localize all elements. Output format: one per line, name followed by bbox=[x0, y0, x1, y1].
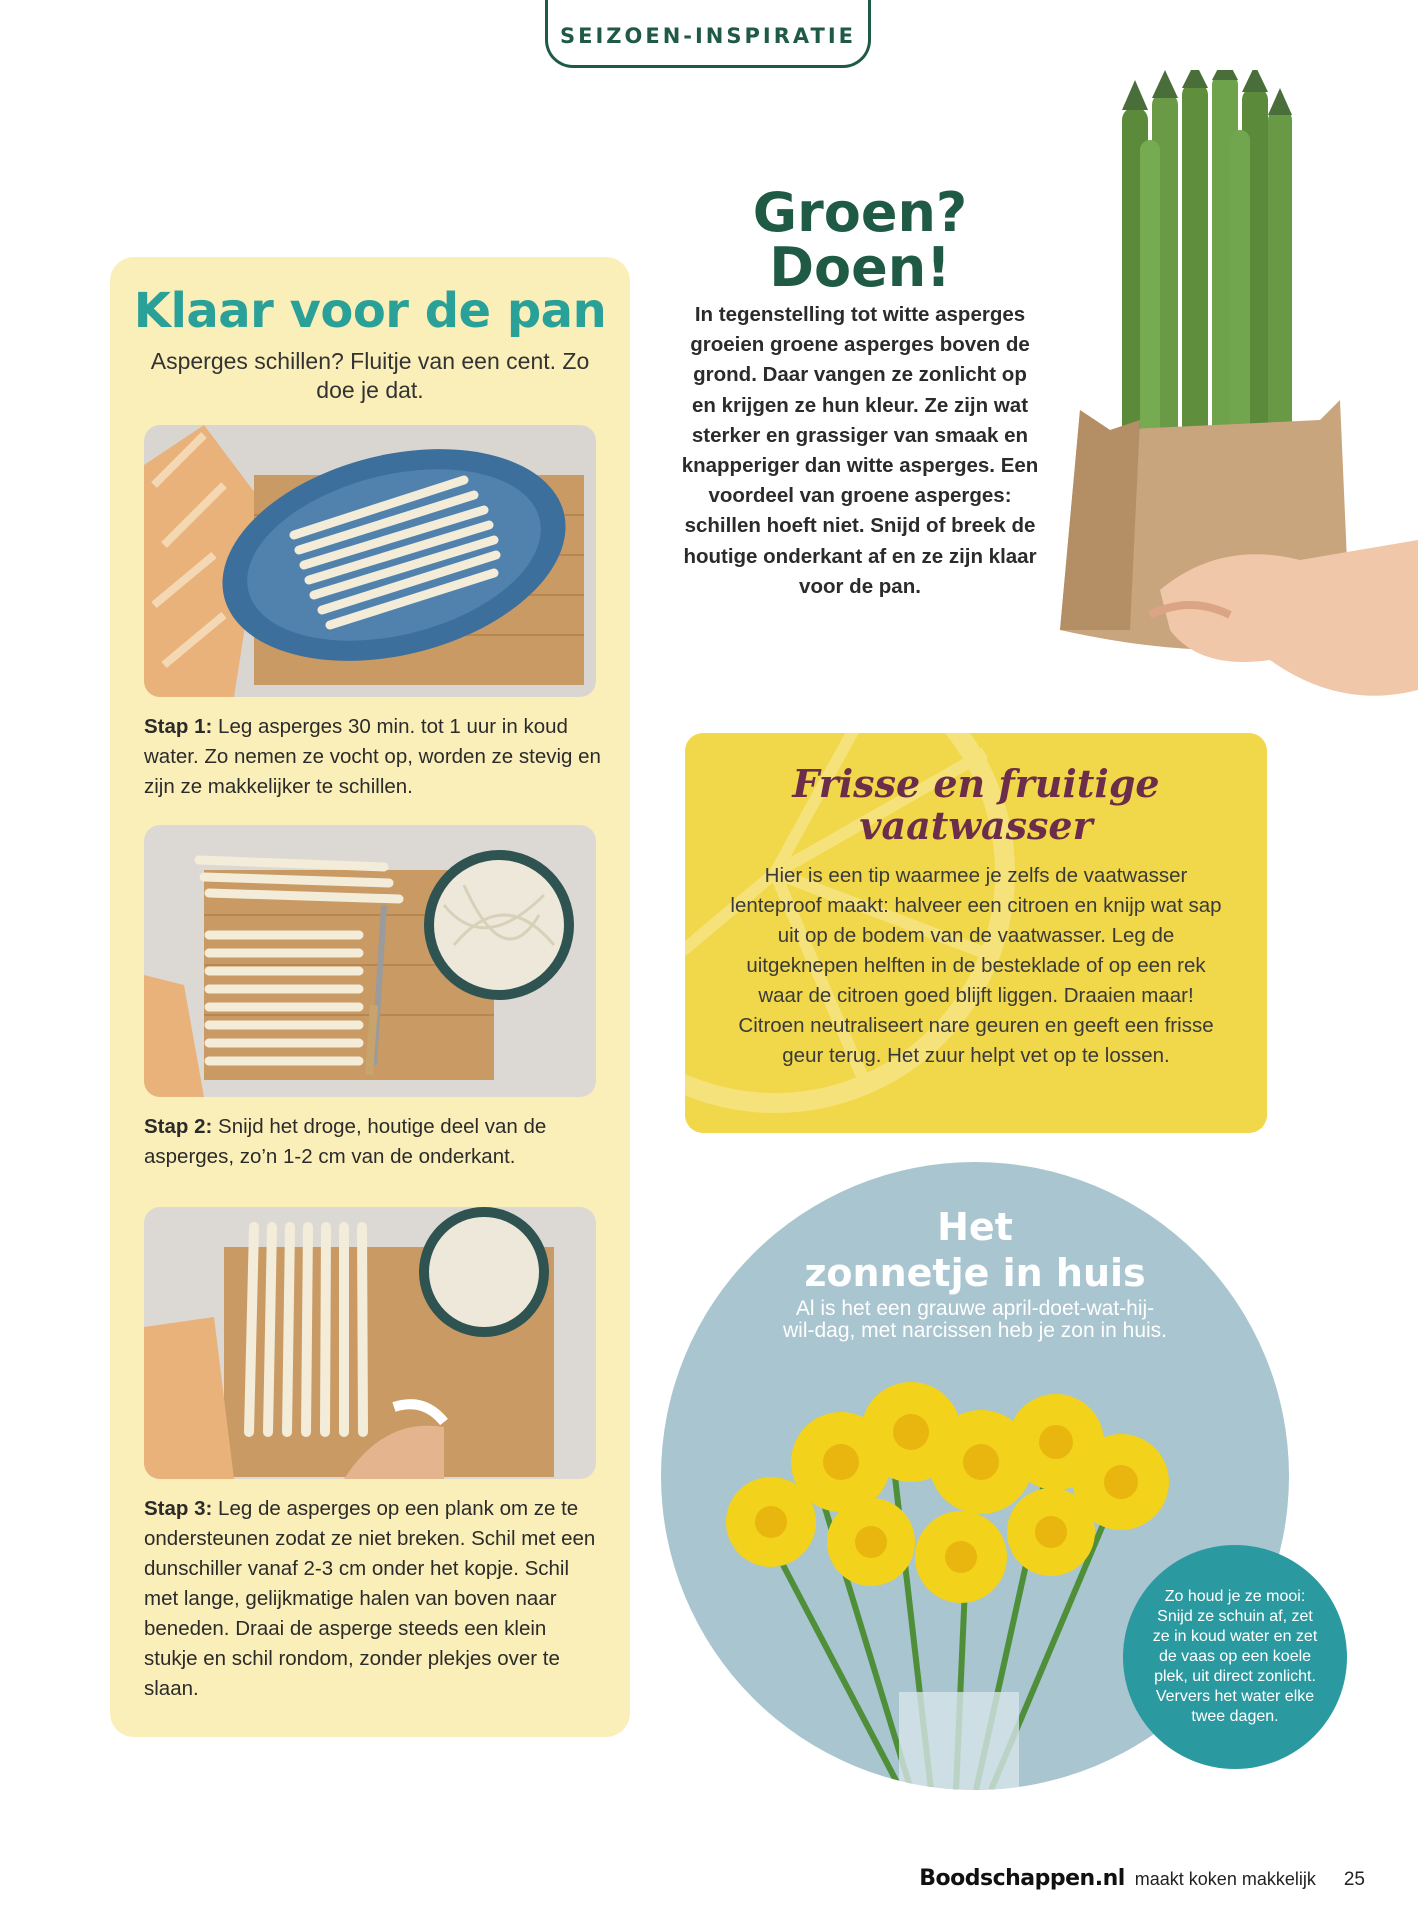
step2-body: Snijd het droge, houtige deel van de asperges, zo’n 1-2 cm van de onderkant. bbox=[144, 1115, 547, 1168]
dishwasher-tip-body: Hier is een tip waarmee je zelfs de vaatwasser lenteproof maakt: halveer een citroen en knijp wat sap uit op de bodem van de vaatwasser. Leg de uitgeknepen helften in de besteklade of op een rek waar de citroen goed blijft liggen. Draaien maar! Citroen neutraliseert nare geuren en geeft een frisse geur terug. Het zuur helpt vet op te lossen. bbox=[730, 864, 1222, 1067]
daffodil-title-line2: zonnetje in huis bbox=[804, 1251, 1146, 1295]
step3-label: Stap 3: bbox=[144, 1497, 213, 1520]
dishwasher-tip-title bbox=[685, 763, 1267, 847]
step3-body: Leg de asperges op een plank om ze te ondersteunen zodat ze niet breken. Schil met een dunschiller vanaf 2-3 cm onder het kopje. Schil met lange, gelijkmatige halen van boven naar beneden. Draai de asperge steeds een klein stukje en schil rondom, zonder plekjes over te slaan. bbox=[144, 1497, 596, 1700]
dishwasher-tip-title-line1: Frisse en fruitige bbox=[792, 761, 1160, 806]
daffodil-title bbox=[661, 1204, 1289, 1296]
dishwasher-tip-box bbox=[685, 733, 1267, 1133]
groen-title-line1: Groen? bbox=[752, 181, 968, 244]
step2-label: Stap 2: bbox=[144, 1115, 213, 1138]
page-footer bbox=[919, 1866, 1365, 1891]
section-tab bbox=[545, 0, 871, 68]
step1-label: Stap 1: bbox=[144, 715, 213, 738]
step3-photo bbox=[144, 1207, 596, 1479]
prep-panel bbox=[110, 257, 630, 1737]
groen-title-line2: Doen! bbox=[769, 236, 951, 299]
section-tab-label: SEIZOEN-INSPIRATIE bbox=[560, 23, 856, 48]
step2-text bbox=[144, 1112, 604, 1172]
care-tip-badge bbox=[1123, 1545, 1347, 1769]
step1-body: Leg asperges 30 min. tot 1 uur in koud water. Zo nemen ze vocht op, worden ze stevig en zijn ze makkelijker te schillen. bbox=[144, 715, 601, 798]
care-tip-text: Zo houd je ze mooi: Snijd ze schuin af, zet ze in koud water en zet de vaas op een koele plek, uit direct zonlicht. Ververs het water elke twee dagen. bbox=[1152, 1588, 1318, 1725]
dishwasher-tip-title-line2: vaatwasser bbox=[859, 803, 1093, 848]
step3-text bbox=[144, 1494, 604, 1704]
brand-logo: Boodschappen.nl bbox=[919, 1866, 1125, 1891]
groen-body: In tegenstelling tot witte asperges groeien groene asperges boven de grond. Daar vangen ze zonlicht op en krijgen ze hun kleur. Ze zijn wat sterker en grassiger van smaak en knapperiger dan witte asperges. Een voordeel van groene asperges: schillen hoeft niet. Snijd of breek de houtige onderkant af en ze zijn klaar voor de pan. bbox=[681, 303, 1039, 598]
daffodil-title-line1: Het bbox=[937, 1205, 1013, 1249]
page-number: 25 bbox=[1343, 1869, 1365, 1890]
groen-title bbox=[660, 181, 1060, 299]
step1-photo bbox=[144, 425, 596, 697]
prep-title: Klaar voor de pan bbox=[133, 283, 607, 339]
green-asparagus-photo bbox=[1040, 70, 1418, 750]
brand-tagline: maakt koken makkelijk bbox=[1134, 1869, 1316, 1889]
step2-photo bbox=[144, 825, 596, 1097]
step1-text bbox=[144, 712, 604, 802]
daffodil-subtitle: Al is het een grauwe april-doet-wat-hij-wil-dag, met narcissen heb je zon in huis. bbox=[782, 1297, 1168, 1342]
prep-intro: Asperges schillen? Fluitje van een cent. Zo doe je dat. bbox=[150, 348, 590, 403]
